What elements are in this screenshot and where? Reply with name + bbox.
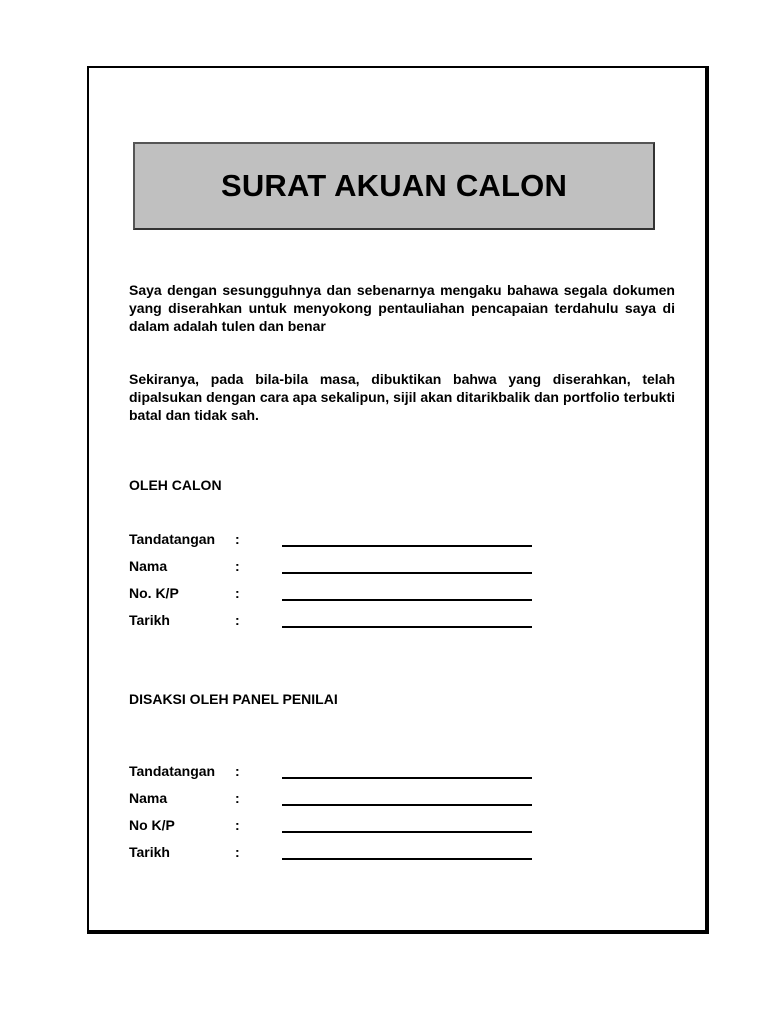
candidate-ic-row xyxy=(129,585,549,605)
candidate-section-heading: OLEH CALON xyxy=(129,477,222,493)
field-colon: : xyxy=(235,531,240,547)
field-label: Tarikh xyxy=(129,612,170,628)
panel-signature-line[interactable] xyxy=(282,777,532,779)
field-label: Nama xyxy=(129,790,168,806)
field-label: Tarikh xyxy=(129,844,170,860)
field-label: Nama xyxy=(129,558,168,574)
panel-ic-row xyxy=(129,817,549,837)
candidate-signature-row xyxy=(129,531,549,551)
panel-section-heading: DISAKSI OLEH PANEL PENILAI xyxy=(129,691,338,707)
panel-date-row xyxy=(129,844,549,864)
candidate-name-row xyxy=(129,558,549,578)
field-label: No. K/P xyxy=(129,585,179,601)
field-label: Tandatangan xyxy=(129,763,216,779)
candidate-signature-line[interactable] xyxy=(282,545,532,547)
field-colon: : xyxy=(235,790,240,806)
title-box xyxy=(133,142,655,230)
field-label: Tandatangan xyxy=(129,531,216,547)
field-colon: : xyxy=(235,844,240,860)
field-colon: : xyxy=(235,558,240,574)
field-colon: : xyxy=(235,612,240,628)
candidate-ic-line[interactable] xyxy=(282,599,532,601)
document-title: SURAT AKUAN CALON xyxy=(220,168,568,203)
candidate-name-line[interactable] xyxy=(282,572,532,574)
candidate-date-row xyxy=(129,612,549,632)
panel-ic-line[interactable] xyxy=(282,831,532,833)
panel-name-row xyxy=(129,790,549,810)
panel-name-line[interactable] xyxy=(282,804,532,806)
candidate-date-line[interactable] xyxy=(282,626,532,628)
field-colon: : xyxy=(235,817,240,833)
panel-date-line[interactable] xyxy=(282,858,532,860)
panel-signature-row xyxy=(129,763,549,783)
declaration-paragraph: Saya dengan sesungguhnya dan sebenarnya mengaku bahawa segala dokumen yang diserahkan untuk menyokong pentauliahan pencapaian terdahulu saya di dalam adalah tulen dan benar xyxy=(129,282,675,334)
field-colon: : xyxy=(235,585,240,601)
field-label: No K/P xyxy=(129,817,175,833)
field-colon: : xyxy=(235,763,240,779)
consequence-paragraph: Sekiranya, pada bila-bila masa, dibuktikan bahwa yang diserahkan, telah dipalsukan dengan cara apa sekalipun, sijil akan ditarikbalik dan portfolio terbukti batal dan tidak sah. xyxy=(129,371,675,423)
